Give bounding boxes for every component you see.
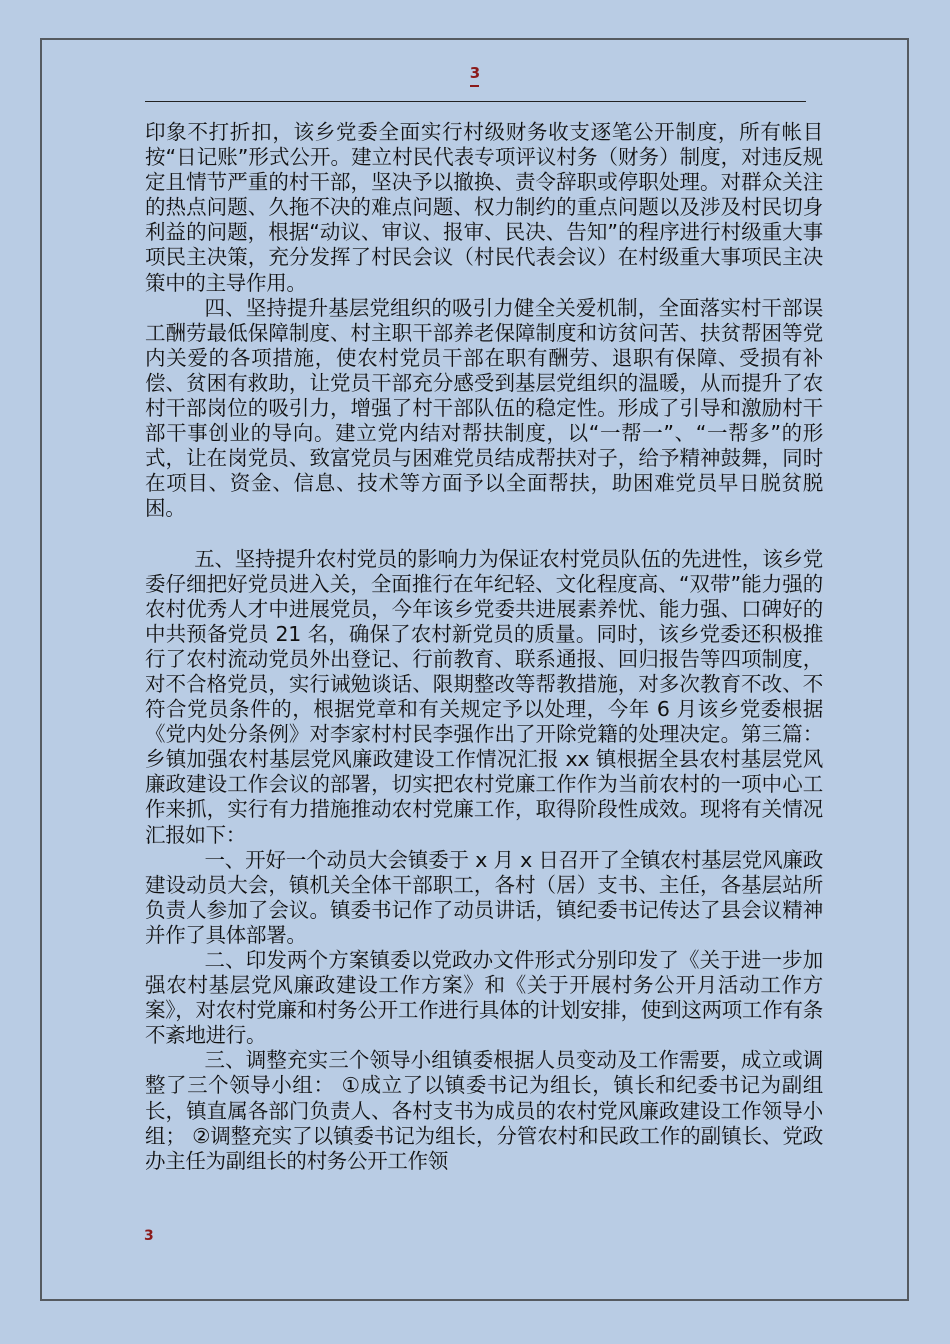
header-number-underline [470,85,479,87]
footer-page-number: 3 [144,1228,154,1244]
header-rule [145,101,806,102]
paragraph-section-four: 四、坚持提升基层党组织的吸引力健全关爱机制，全面落实村干部误工酬劳最低保障制度、村主职干部养老保障制度和访贫问苦、扶贫帮困等党内关爱的各项措施，使农村党员干部在职有酬劳、退职有保障、受损有补偿、贫困有救助，让党员干部充分感受到基层党组织的温暖，从而提升了农村干部岗位的吸引力，增强了村干部队伍的稳定性。形成了引导和激励村干部干事创业的导向。建立党内结对帮扶制度，以“一帮一”、“一帮多”的形式，让在岗党员、致富党员与困难党员结成帮扶对子，给予精神鼓舞，同时在项目、资金、信息、技术等方面予以全面帮扶，助困难党员早日脱贫脱困。 [145,295,823,521]
document-body [145,120,823,1174]
paragraph-item-one: 一、开好一个动员大会镇委于 x 月 x 日召开了全镇农村基层党风廉政建设动员大会，镇机关全体干部职工，各村（居）支书、主任，各基层站所负责人参加了会议。镇委书记作了动员讲话，镇纪委书记传达了县会议精神并作了具体部署。 [145,847,823,947]
paragraph-item-two: 二、印发两个方案镇委以党政办文件形式分别印发了《关于进一步加强农村基层党风廉政建设工作方案》和《关于开展村务公开月活动工作方案》，对农村党廉和村务公开工作进行具体的计划安排，使到这两项工作有条不紊地进行。 [145,948,823,1048]
paragraph-continuation: 印象不打折扣，该乡党委全面实行村级财务收支逐笔公开制度，所有帐目按“日记账”形式公开。建立村民代表专项评议村务（财务）制度，对违反规定且情节严重的村干部，坚决予以撤换、责令辞职或停职处理。对群众关注的热点问题、久拖不决的难点问题、权力制约的重点问题以及涉及村民切身利益的问题，根据“动议、审议、报审、民决、告知”的程序进行村级重大事项民主决策，充分发挥了村民会议（村民代表会议）在村级重大事项民主决策中的主导作用。 [145,120,823,295]
blank-line [145,522,823,547]
paragraph-section-five: 五、坚持提升农村党员的影响力为保证农村党员队伍的先进性，该乡党委仔细把好党员进入关，全面推行在年纪轻、文化程度高、“双带”能力强的农村优秀人才中进展党员，今年该乡党委共进展素养忧、能力强、口碑好的中共预备党员 21 名，确保了农村新党员的质量。同时，该乡党委还积极推行了农村流动党员外出登记、行前教育、联系通报、回归报告等四项制度，对不合格党员，实行诫勉谈话、限期整改等帮教措施，对多次教育不改、不符合党员条件的，根据党章和有关规定予以处理，今年 6 月该乡党委根据《党内处分条例》对李家村村民李强作出了开除党籍的处理决定。第三篇：乡镇加强农村基层党风廉政建设工作情况汇报 xx 镇根据全县农村基层党风廉政建设工作会议的部署，切实把农村党廉工作作为当前农村的一项中心工作来抓，实行有力措施推动农村党廉工作，取得阶段性成效。现将有关情况汇报如下： [145,546,823,847]
paragraph-item-three: 三、调整充实三个领导小组镇委根据人员变动及工作需要，成立或调整了三个领导小组： ①成立了以镇委书记为组长，镇长和纪委书记为副组长，镇直属各部门负责人、各村支书为成员的农村党风廉政建设工作领导小组； ②调整充实了以镇委书记为组长，分管农村和民政工作的副镇长、党政办主任为副组长的村务公开工作领 [145,1048,823,1173]
header-page-number: 3 [469,64,481,82]
